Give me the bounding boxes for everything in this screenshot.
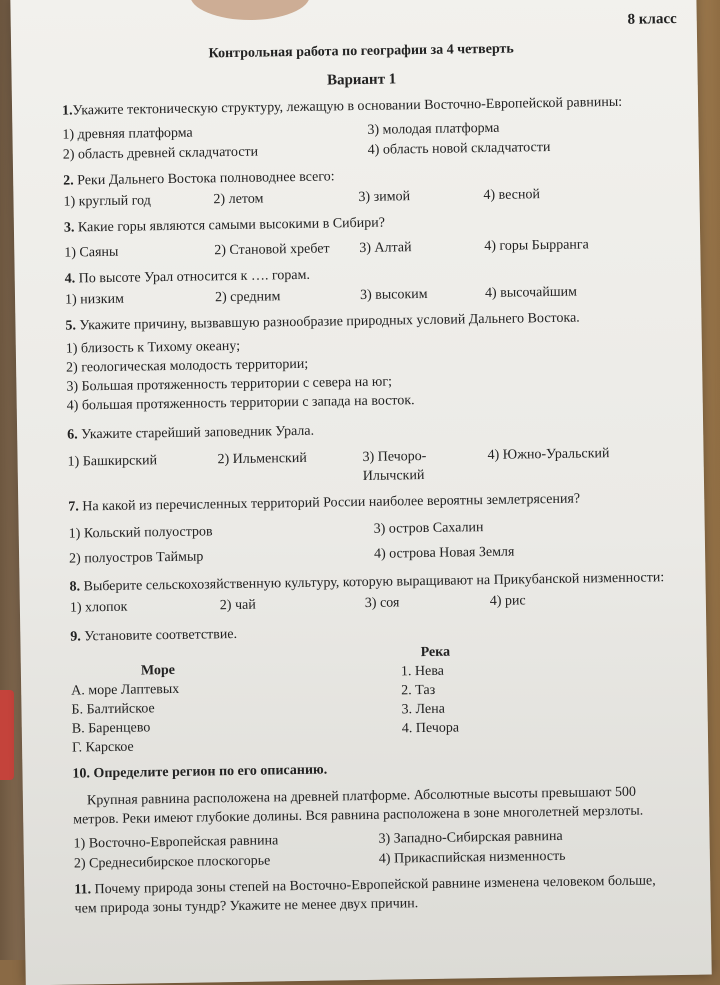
answer-options: [66, 330, 667, 415]
matching-table: [71, 639, 673, 757]
answer-option: 2) Становой хребет: [214, 241, 330, 259]
answer-option: 1) близость к Тихому океану;: [65, 338, 241, 357]
answer-option: 4) острова Новая Земля: [373, 544, 515, 562]
question-text: 2. Реки Дальнего Востока полноводнее всего:: [63, 169, 335, 189]
answer-option: 2) Ильменский: [217, 450, 307, 468]
question-4: [65, 260, 666, 309]
answer-option: 2) летом: [213, 191, 264, 208]
question-text: 3. Какие горы являются самыми высокими в Сибири?: [63, 215, 386, 236]
question-text: 7. На какой из перечисленных территорий России наиболее вероятны землетрясения?: [68, 491, 581, 515]
answer-option: 3) зимой: [358, 189, 411, 206]
answer-option: 1) круглый год: [63, 193, 151, 210]
question-3: [64, 209, 665, 262]
answer-option: 3) Алтай: [359, 240, 412, 256]
question-text: 10. Определите регион по его описанию.: [72, 762, 328, 782]
answer-option: 4) Прикаспийская низменность: [378, 848, 566, 867]
answer-options: [73, 825, 674, 873]
river-item: 4. Печора: [401, 720, 460, 737]
answer-option: 3) Западно-Сибирская равнина: [378, 828, 563, 847]
answer-option: 2) Среднесибирское плоскогорье: [73, 853, 271, 872]
answer-option: 1) низким: [64, 291, 125, 308]
answer-option: 4) Южно-Уральский: [487, 446, 610, 464]
answer-option: 3) молодая платформа: [367, 120, 500, 138]
sea-item: Г. Карское: [71, 739, 134, 756]
question-1: [62, 92, 663, 164]
answer-option: 4) большая протяженность территории с запада на восток.: [66, 393, 415, 414]
question-text: 1.Укажите тектоническую структуру, лежащую в основании Восточно-Европейской равнины:: [61, 94, 623, 119]
river-item: 3. Лена: [401, 701, 445, 718]
answer-option: 4) область новой складчатости: [367, 139, 551, 158]
sea-item: В. Баренцево: [71, 720, 151, 737]
answer-option: 1) Башкирский: [67, 453, 158, 470]
answer-option: 1) Кольский полуостров: [68, 524, 213, 542]
region-description: Крупная равнина расположена на древней платформе. Абсолютные высоты превышают 500 метров. Реки имеют глубокие долины. Вся равнина расположена в зоне многолетней мерзлоты.: [73, 784, 644, 828]
grade-label: 8 класс: [627, 10, 677, 28]
answer-options: [67, 443, 668, 490]
question-11: [74, 871, 675, 918]
answer-option: 3) остров Сахалин: [373, 520, 484, 537]
rivers-header: Река: [420, 644, 451, 661]
answer-option: 1) Саяны: [64, 244, 119, 261]
sea-item: Б. Балтийское: [71, 701, 155, 718]
seas-column: [71, 643, 403, 757]
answer-option: 3) высоким: [359, 286, 428, 303]
river-item: 1. Нева: [400, 663, 445, 680]
answer-option: 3) Печоро-Илычский: [362, 448, 427, 484]
question-10: [72, 755, 674, 873]
answer-option: 3) Большая протяженность территории с севера на юг;: [66, 374, 393, 395]
question-7: [68, 488, 669, 568]
page-title: Контрольная работа по географии за 4 четверть: [208, 41, 514, 62]
variant-label: Вариант 1: [326, 71, 397, 89]
worksheet-content: [61, 7, 675, 918]
answer-option: 2) геологическая молодость территории;: [66, 356, 309, 376]
answer-option: 4) горы Бырранга: [484, 237, 589, 255]
answer-options: [64, 234, 664, 262]
red-folder-edge: [0, 690, 14, 780]
question-2: [63, 162, 664, 211]
question-text: 6. Укажите старейший заповедник Урала.: [67, 423, 315, 443]
seas-header: Море: [140, 662, 176, 679]
question-text: 9. Установите соответствие.: [70, 626, 238, 645]
question-text: 5. Укажите причину, вызвавшую разнообразие природных условий Дальнего Востока.: [65, 310, 580, 334]
river-item: 2. Таз: [401, 682, 436, 699]
answer-option: 3) соя: [364, 595, 400, 611]
answer-option: 2) область древней складчатости: [62, 144, 259, 163]
answer-option: 2) средним: [214, 289, 281, 306]
answer-option: 4) высочайшим: [484, 284, 578, 302]
answer-option: 4) весной: [483, 187, 541, 204]
question-5: [65, 307, 666, 415]
question-9: [70, 618, 672, 757]
answer-options: [62, 116, 663, 164]
sea-item: А. море Лаптевых: [71, 681, 180, 699]
question-text: 4. По высоте Урал относится к …. горам.: [64, 267, 311, 287]
answer-option: 1) древняя платформа: [62, 125, 193, 143]
paper-sheet: [10, 0, 711, 985]
answer-option: 4) рис: [489, 593, 526, 609]
rivers-column: [400, 640, 602, 752]
answer-options: [69, 515, 670, 568]
answer-option: 1) Восточно-Европейская равнина: [73, 833, 279, 852]
question-text: 11. Почему природа зоны степей на Восточно-Европейской равнине изменена человеком больше, чем природа зоны тундр? Укажите не менее двух причин.: [74, 873, 656, 917]
question-6: [67, 416, 668, 490]
answer-option: 2) чай: [219, 597, 256, 614]
question-text: 8. Выберите сельскохозяйственную культуру, которую выращивают на Прикубанской низменности:: [69, 570, 665, 595]
question-8: [69, 568, 670, 617]
answer-option: 2) полуостров Таймыр: [69, 549, 204, 567]
answer-option: 1) хлопок: [69, 599, 128, 616]
